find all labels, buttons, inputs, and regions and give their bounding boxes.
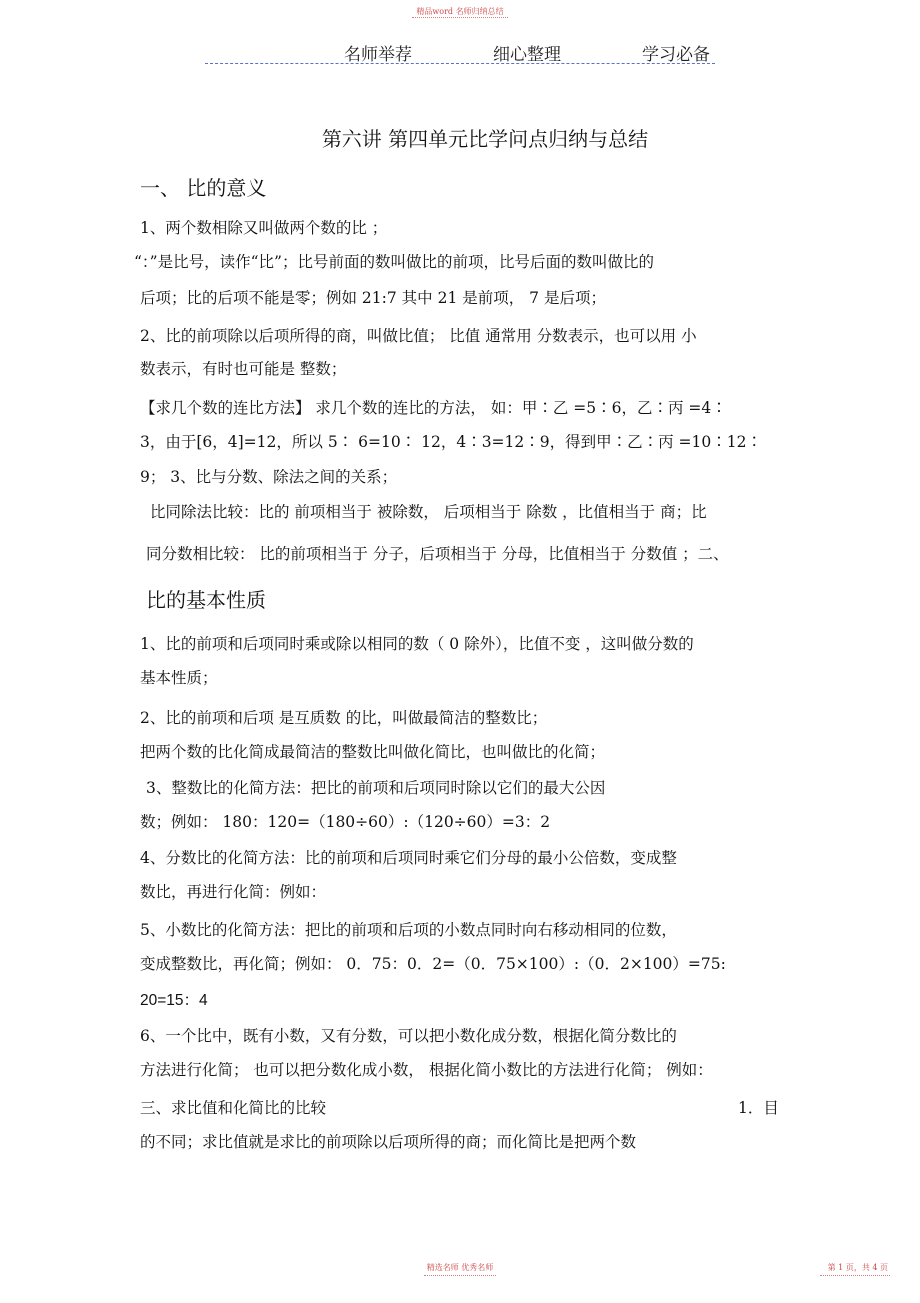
text-line: 同分数相比较： 比的前项相当于 分子，后项相当于 分母，比值相当于 分数值 ；二、 [146,545,729,563]
footer-rule-page [820,1275,890,1276]
text-line: 3，由于[6，4]=12，所以 5∶ 6=10∶ 12，4∶3=12∶9，得到甲∶乙∶丙 =10∶12∶ [140,433,762,451]
text-line: 比同除法比较：比的 前项相当于 被除数， 后项相当于 除数 ，比值相当于 商；比 [150,503,707,521]
top-watermark: 精品word 名师归纳总结 [416,7,504,16]
section-heading-3: 三、求比值和化简比的比较 [140,1099,327,1117]
text-line: 3、整数比的化简方法：把比的前项和后项同时除以它们的最大公因 [146,779,606,797]
text-line: 数比，再进行化简：例如： [140,883,327,901]
text-line: 2、比的前项和后项 是互质数 的比，叫做最简洁的整数比； [140,709,548,727]
text-line: 变成整数比，再化简；例如： 0．75：0．2=（0．75×100）:（0．2×100）=75: [140,955,726,973]
text-line: 后项；比的后项不能是零；例如 21:7 其中 21 是前项， 7 是后项； [140,289,606,307]
text-line: 1、两个数相除又叫做两个数的比 ； [140,219,388,237]
text-line: 5、小数比的化简方法：把比的前项和后项的小数点同时向右移动相同的位数， [140,921,677,939]
text-line: 6、一个比中，既有小数，又有分数，可以把小数化成分数，根据化简分数比的 [140,1027,677,1045]
text-line: 数；例如： 180：120=（180÷60）:（120÷60）=3：2 [140,813,551,831]
footer-watermark: 精选名师 优秀名师 [426,1263,494,1272]
text-line: 方法进行化简； 也可以把分数化成小数， 根据化简小数比的方法进行化简； 例如： [140,1061,713,1079]
text-line: 4、分数比的化简方法：比的前项和后项同时乘它们分母的最小公倍数，变成整 [140,849,677,867]
text-line: 的不同；求比值就是求比的前项除以后项所得的商；而化简比是把两个数 [140,1133,637,1151]
page-number: 第 1 页，共 4 页 [827,1263,888,1272]
text-line: 1．目 [738,1099,779,1117]
header-recommend: 名师举荐 [344,45,412,65]
text-line: 把两个数的比化简成最简洁的整数比叫做化简比，也叫做比的化简； [140,743,606,761]
section-heading-1: 一、 比的意义 [140,176,267,200]
footer-rule-center [424,1275,496,1276]
section-heading-2: 比的基本性质 [146,588,266,612]
text-line: 数表示，有时也可能是 整数； [140,360,347,378]
text-line: 基本性质； [140,669,218,687]
text-line: 【求几个数的连比方法】 求几个数的连比的方法， 如：甲∶乙 =5∶6，乙∶丙 =4∶ [140,399,727,417]
header-organized: 细心整理 [493,45,561,65]
top-watermark-rule [412,17,508,18]
page-title: 第六讲 第四单元比学问点归纳与总结 [321,127,649,151]
text-line: 2、比的前项除以后项所得的商，叫做比值； 比值 通常用 分数表示，也可以用 小 [140,327,697,345]
text-line: 9； 3、比与分数、除法之间的关系； [140,468,398,486]
text-line: “：”是比号，读作“比”；比号前面的数叫做比的前项，比号后面的数叫做比的 [134,253,654,271]
header-divider [205,63,715,64]
text-line: 20=15：4 [140,992,208,1009]
header-study: 学习必备 [642,45,710,65]
text-line: 1、比的前项和后项同时乘或除以相同的数（ 0 除外），比值不变 ，这叫做分数的 [140,635,694,653]
